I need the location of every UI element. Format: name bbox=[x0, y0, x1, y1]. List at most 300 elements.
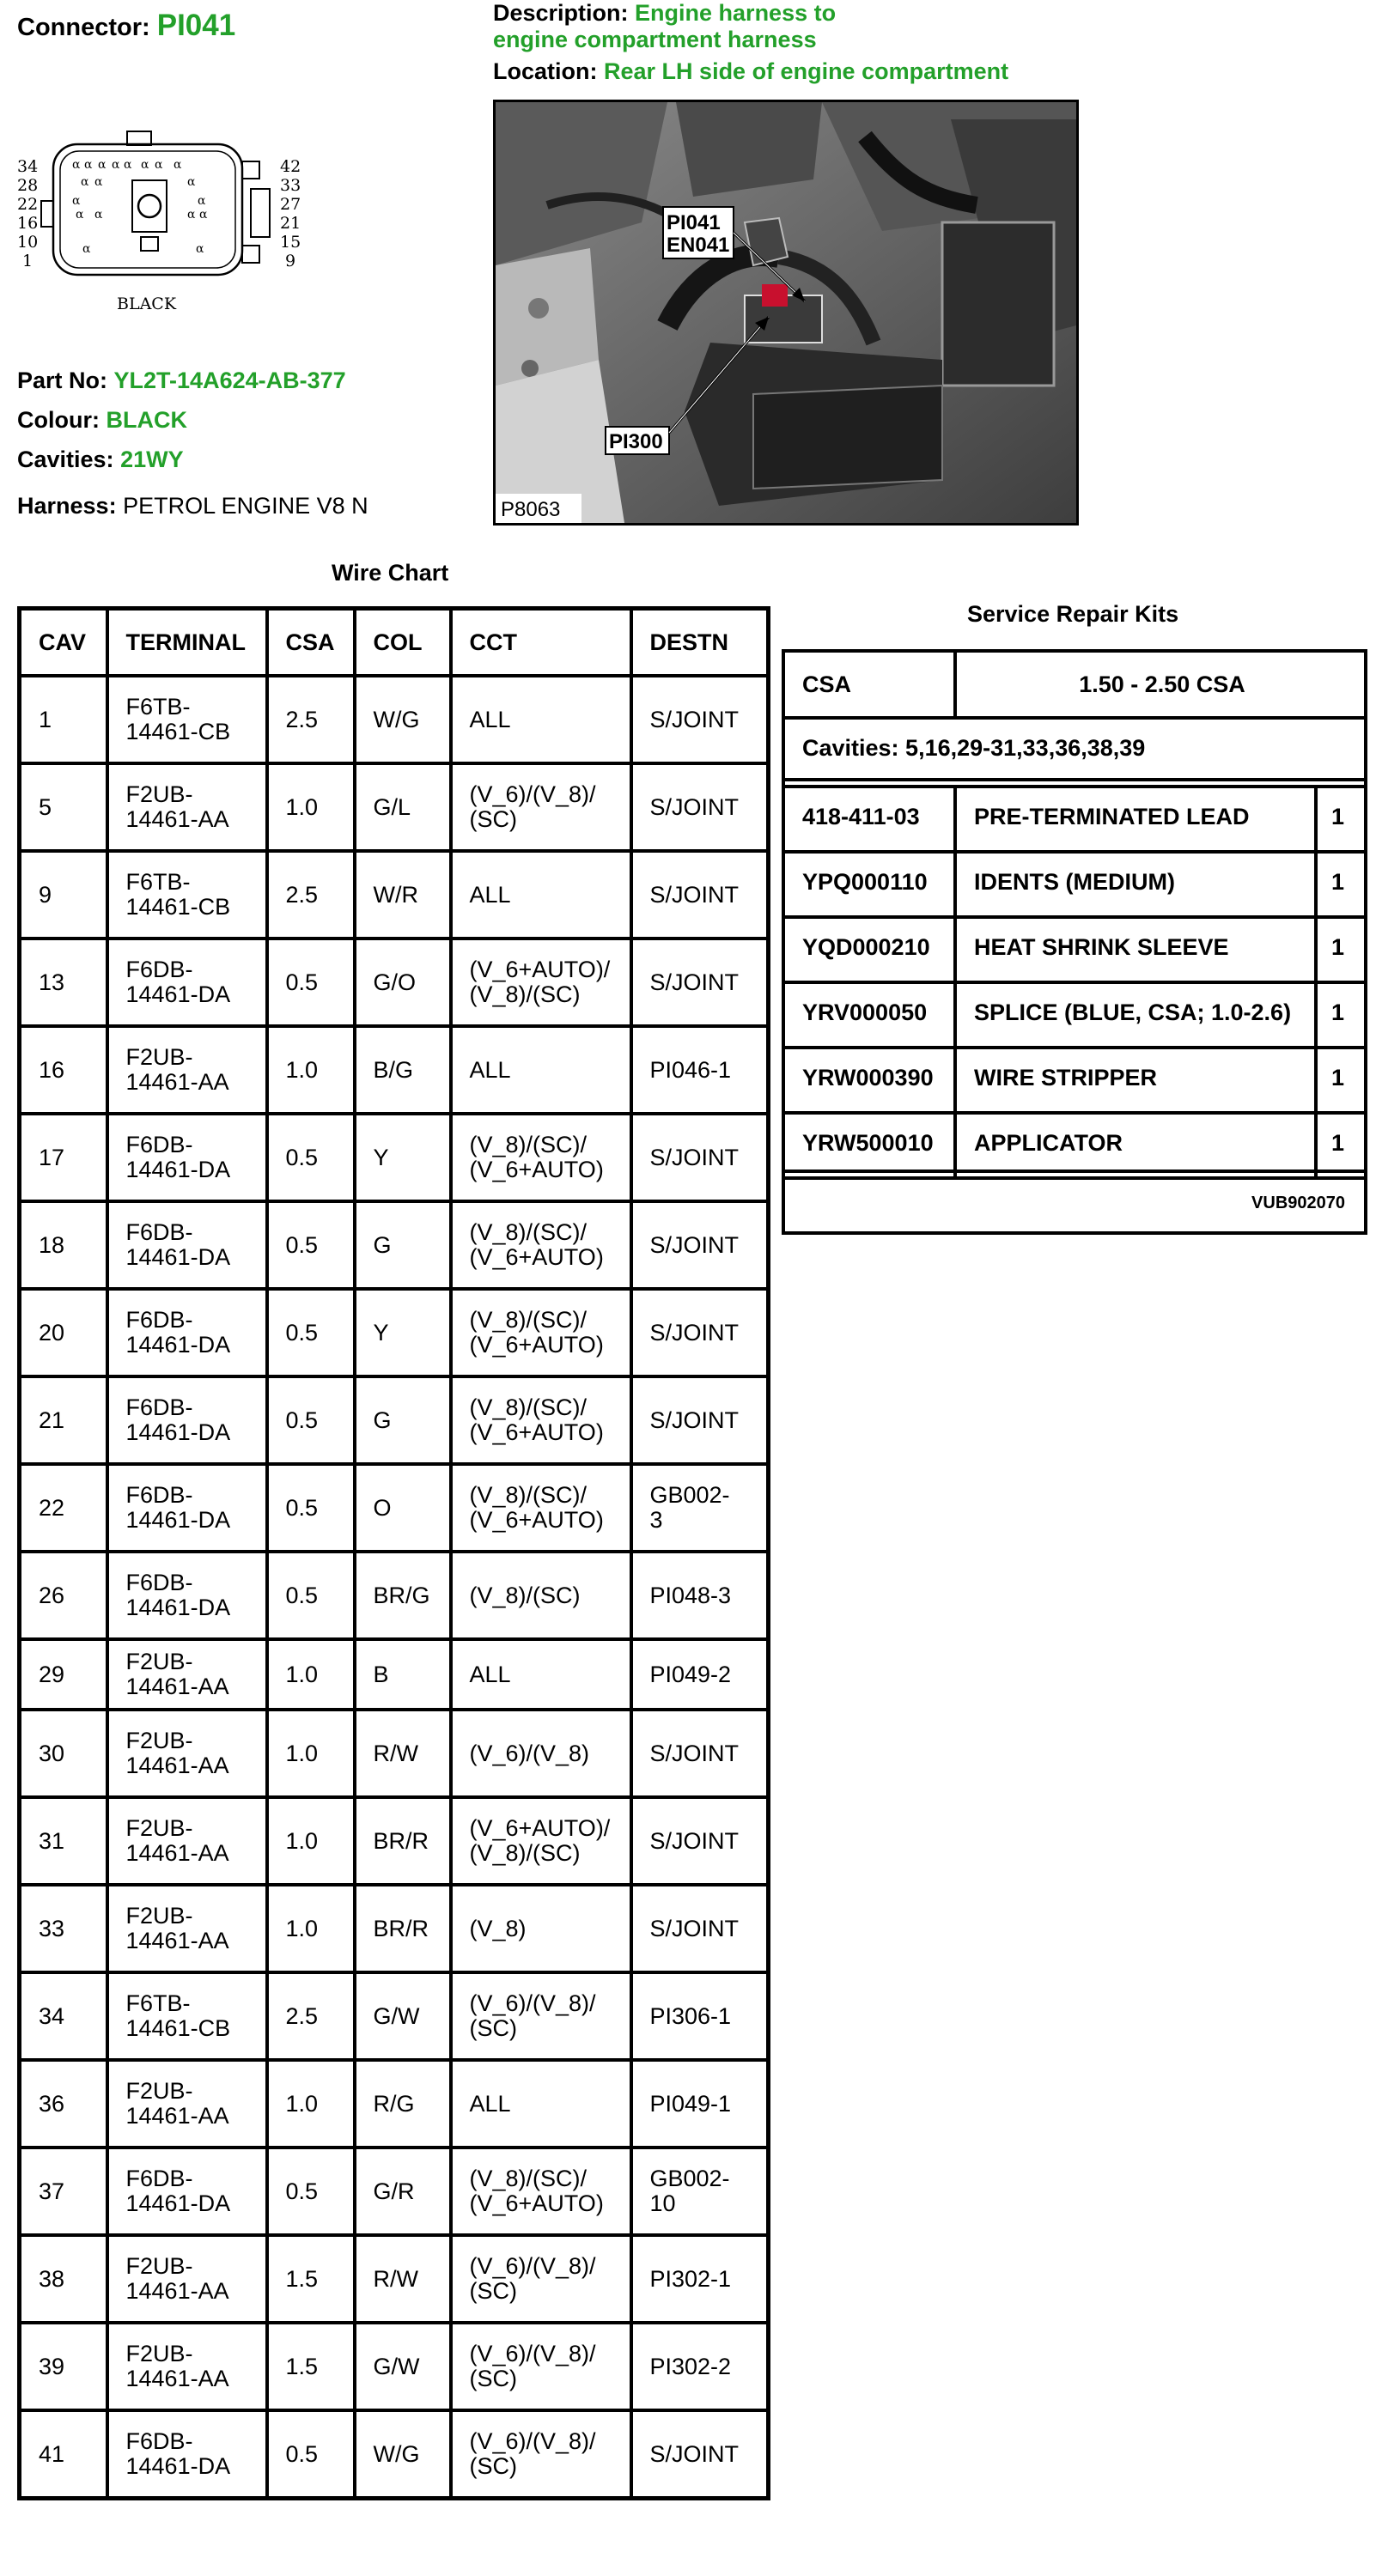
kit-cavities-text: Cavities: 5,16,29-31,33,36,38,39 bbox=[802, 735, 1146, 761]
cell-csa bbox=[267, 851, 355, 939]
cell-destn-text: PI306-1 bbox=[649, 2002, 732, 2029]
cell-destn bbox=[631, 2235, 769, 2323]
wire-chart-header-row bbox=[20, 609, 769, 677]
cell-csa-text: 0.5 bbox=[285, 1494, 319, 1521]
cell-terminal bbox=[107, 2060, 267, 2148]
cell-csa bbox=[267, 939, 355, 1026]
description-block bbox=[493, 0, 836, 53]
part-no-label: Part No: bbox=[17, 368, 108, 393]
kit-item-code: YRV000050 bbox=[802, 999, 928, 1025]
cell-terminal bbox=[107, 763, 267, 851]
pin-number-left: 16 bbox=[17, 214, 39, 233]
cell-cct bbox=[451, 2235, 631, 2323]
cell-cct-text: (V_8) bbox=[469, 1915, 527, 1941]
cell-destn bbox=[631, 1464, 769, 1552]
cell-cav bbox=[20, 2060, 107, 2148]
cell-col-text: B bbox=[373, 1661, 389, 1687]
cell-cct-text: ALL bbox=[469, 2090, 511, 2117]
cell-destn-text: S/JOINT bbox=[649, 881, 740, 908]
cell-cct-text: (SC) bbox=[469, 2278, 517, 2304]
cell-csa-text: 1.0 bbox=[285, 1661, 319, 1687]
cell-destn-text: 3 bbox=[649, 1507, 663, 1533]
cell-terminal bbox=[107, 1797, 267, 1885]
cell-csa bbox=[267, 1885, 355, 1972]
cell-cav bbox=[20, 939, 107, 1026]
cell-cav bbox=[20, 1552, 107, 1639]
cell-destn bbox=[631, 1552, 769, 1639]
description-label: Description: bbox=[493, 0, 629, 26]
cell-col-text: R/W bbox=[373, 2265, 418, 2292]
pin-number-right: 42 bbox=[280, 157, 301, 176]
cell-cav bbox=[20, 1376, 107, 1464]
cell-cav bbox=[20, 1464, 107, 1552]
cell-terminal-text: F2UB- bbox=[125, 2078, 193, 2104]
cell-col-text: G/R bbox=[373, 2178, 415, 2204]
cell-destn bbox=[631, 2323, 769, 2410]
cell-cct-text: (V_6)/(V_8)/ bbox=[469, 2428, 596, 2454]
wire-row bbox=[20, 1201, 769, 1289]
cell-terminal-text: F6DB- bbox=[125, 2428, 193, 2454]
cell-cct bbox=[451, 676, 631, 763]
cell-cav-text: 16 bbox=[39, 1056, 65, 1083]
cell-cav-text: 26 bbox=[39, 1582, 65, 1608]
cell-destn bbox=[631, 939, 769, 1026]
cell-destn-text: PI302-1 bbox=[649, 2265, 732, 2292]
cell-terminal-text: F2UB- bbox=[125, 1649, 193, 1674]
cell-col bbox=[355, 1972, 451, 2060]
cell-destn-text: S/JOINT bbox=[649, 1406, 740, 1433]
cell-cav bbox=[20, 851, 107, 939]
wire-row bbox=[20, 1639, 769, 1710]
pin-number-right: 33 bbox=[280, 176, 301, 195]
cell-csa-text: 1.0 bbox=[285, 1915, 319, 1941]
cell-terminal-text: 14461-AA bbox=[125, 806, 229, 832]
connector-id: PI041 bbox=[156, 9, 236, 42]
column-header-cct: CCT bbox=[451, 609, 631, 677]
cell-cct bbox=[451, 1464, 631, 1552]
cell-terminal-text: F6DB- bbox=[125, 1132, 193, 1157]
kit-item-code: 418-411-03 bbox=[802, 804, 920, 829]
kit-csa-range: 1.50 - 2.50 CSA bbox=[1079, 671, 1245, 697]
kit-item-code: YRW000390 bbox=[802, 1065, 934, 1091]
cell-col-text: W/G bbox=[373, 706, 420, 732]
kit-reference: VUB902070 bbox=[1251, 1194, 1345, 1212]
wire-row bbox=[20, 1885, 769, 1972]
cell-col bbox=[355, 2410, 451, 2499]
cell-csa bbox=[267, 1464, 355, 1552]
connector-heading bbox=[17, 9, 235, 43]
cell-terminal-text: F2UB- bbox=[125, 1728, 193, 1753]
cell-cav-text: 21 bbox=[39, 1406, 65, 1433]
cell-csa-text: 2.5 bbox=[285, 706, 319, 732]
cell-terminal bbox=[107, 1026, 267, 1114]
kit-csa-label: CSA bbox=[802, 671, 852, 697]
wire-chart-body bbox=[20, 676, 769, 2499]
svg-text:α: α bbox=[82, 242, 91, 256]
wire-row bbox=[20, 676, 769, 763]
cell-csa-text: 0.5 bbox=[285, 1406, 319, 1433]
cell-terminal-text: 14461-CB bbox=[125, 2015, 231, 2041]
cell-terminal-text: F6DB- bbox=[125, 1570, 193, 1595]
cell-cav-text: 33 bbox=[39, 1915, 65, 1941]
cell-cav bbox=[20, 1201, 107, 1289]
cell-cav-text: 9 bbox=[39, 881, 52, 908]
cell-terminal-text: 14461-AA bbox=[125, 1753, 229, 1778]
cell-terminal-text: F6DB- bbox=[125, 1307, 193, 1333]
cell-cct-text: (V_6)/(V_8)/ bbox=[469, 781, 596, 807]
photo-callout-en041: EN041 bbox=[667, 234, 730, 257]
column-header-col: COL bbox=[355, 609, 451, 677]
cell-cct-text: (V_6)/(V_8)/ bbox=[469, 2341, 596, 2366]
cell-destn-text: PI302-2 bbox=[649, 2353, 732, 2379]
cell-cct bbox=[451, 1885, 631, 1972]
wire-chart-table bbox=[17, 606, 770, 2500]
cell-cct-text: (V_6+AUTO)/ bbox=[469, 957, 611, 982]
cell-cct bbox=[451, 1552, 631, 1639]
cell-cct bbox=[451, 851, 631, 939]
cell-csa-text: 1.5 bbox=[285, 2353, 319, 2379]
cell-terminal bbox=[107, 1885, 267, 1972]
cell-col bbox=[355, 2235, 451, 2323]
cell-csa-text: 0.5 bbox=[285, 1582, 319, 1608]
wire-row bbox=[20, 1552, 769, 1639]
cell-destn-text: S/JOINT bbox=[649, 969, 740, 995]
kit-item-row bbox=[785, 787, 1364, 852]
cell-terminal bbox=[107, 1289, 267, 1376]
cell-destn bbox=[631, 1201, 769, 1289]
cell-cav-text: 37 bbox=[39, 2178, 65, 2204]
cell-destn-text: GB002- bbox=[649, 1482, 730, 1508]
cell-cct bbox=[451, 763, 631, 851]
cell-terminal bbox=[107, 1201, 267, 1289]
cell-col bbox=[355, 2323, 451, 2410]
cell-terminal-text: 14461-AA bbox=[125, 2103, 229, 2129]
kit-item-description: PRE-TERMINATED LEAD bbox=[974, 804, 1250, 829]
cell-destn bbox=[631, 763, 769, 851]
svg-text:α: α bbox=[112, 158, 120, 172]
cell-col-text: O bbox=[373, 1494, 392, 1521]
svg-text:α: α bbox=[187, 175, 196, 189]
cell-terminal bbox=[107, 939, 267, 1026]
harness-value: PETROL ENGINE V8 N bbox=[123, 493, 368, 519]
wire-chart-title: Wire Chart bbox=[332, 560, 449, 586]
cell-cav bbox=[20, 2148, 107, 2235]
wire-row bbox=[20, 1464, 769, 1552]
cell-col bbox=[355, 851, 451, 939]
cell-terminal bbox=[107, 1639, 267, 1710]
kit-item-row bbox=[785, 1048, 1364, 1113]
cell-cct-text: ALL bbox=[469, 1661, 511, 1687]
cell-cav bbox=[20, 1639, 107, 1710]
cell-csa bbox=[267, 1201, 355, 1289]
wire-row bbox=[20, 763, 769, 851]
kit-item-row bbox=[785, 1113, 1364, 1178]
cell-destn-text: S/JOINT bbox=[649, 1144, 740, 1170]
cell-cct-text: ALL bbox=[469, 706, 511, 732]
cell-col-text: G/W bbox=[373, 2002, 420, 2029]
cell-cct bbox=[451, 1289, 631, 1376]
cavities-row bbox=[17, 440, 368, 479]
cell-destn bbox=[631, 2148, 769, 2235]
cell-terminal bbox=[107, 851, 267, 939]
cell-csa bbox=[267, 763, 355, 851]
cell-cct bbox=[451, 1201, 631, 1289]
cell-col-text: Y bbox=[373, 1319, 389, 1346]
colour-value: BLACK bbox=[106, 407, 187, 433]
cell-cct-text: (V_6)/(V_8)/ bbox=[469, 1990, 596, 2016]
location-value: Rear LH side of engine compartment bbox=[604, 58, 1009, 84]
part-no-row bbox=[17, 361, 368, 400]
colour-label: Colour: bbox=[17, 407, 100, 433]
cell-col bbox=[355, 676, 451, 763]
cell-terminal bbox=[107, 676, 267, 763]
photo-callout-pi300: PI300 bbox=[609, 430, 663, 453]
cell-cct bbox=[451, 2410, 631, 2499]
kit-item-description: HEAT SHRINK SLEEVE bbox=[974, 934, 1229, 960]
wire-row bbox=[20, 1376, 769, 1464]
cell-terminal-text: 14461-DA bbox=[125, 2190, 231, 2216]
cavities-value: 21WY bbox=[120, 447, 184, 472]
photo-callout-pi041: PI041 bbox=[667, 211, 721, 234]
cell-col bbox=[355, 1710, 451, 1797]
svg-text:α: α bbox=[141, 158, 149, 172]
cell-col-text: BR/G bbox=[373, 1582, 430, 1608]
cell-cav bbox=[20, 2410, 107, 2499]
kit-item-qty: 1 bbox=[1331, 869, 1345, 895]
kit-item-row bbox=[785, 852, 1364, 917]
cell-destn bbox=[631, 1972, 769, 2060]
cell-cav-text: 20 bbox=[39, 1319, 65, 1346]
cell-col-text: BR/R bbox=[373, 1915, 429, 1941]
wire-row bbox=[20, 1710, 769, 1797]
cell-cct-text: (V_8)/(SC)/ bbox=[469, 1394, 588, 1420]
cell-terminal-text: F2UB- bbox=[125, 2253, 193, 2279]
cell-cct bbox=[451, 1376, 631, 1464]
cell-cct-text: (SC) bbox=[469, 2015, 517, 2041]
column-header-destn: DESTN bbox=[631, 609, 769, 677]
kit-item-code: YQD000210 bbox=[802, 934, 930, 960]
svg-text:α: α bbox=[81, 175, 89, 189]
cell-terminal-text: 14461-AA bbox=[125, 2366, 229, 2391]
cell-csa-text: 2.5 bbox=[285, 2002, 319, 2029]
harness-row bbox=[17, 486, 368, 526]
cell-terminal-text: F6DB- bbox=[125, 2166, 193, 2191]
svg-text:α: α bbox=[174, 158, 182, 172]
cell-col bbox=[355, 1639, 451, 1710]
colour-row bbox=[17, 400, 368, 440]
cell-col bbox=[355, 763, 451, 851]
cell-col bbox=[355, 1885, 451, 1972]
svg-text:α: α bbox=[76, 208, 84, 222]
svg-text:α: α bbox=[84, 158, 93, 172]
cell-csa bbox=[267, 1797, 355, 1885]
cell-csa bbox=[267, 1114, 355, 1201]
cell-terminal-text: F2UB- bbox=[125, 781, 193, 807]
cell-cav-text: 39 bbox=[39, 2353, 65, 2379]
cell-col-text: W/R bbox=[373, 881, 418, 908]
pin-number-right: 21 bbox=[280, 214, 301, 233]
svg-text:α: α bbox=[196, 242, 204, 256]
kit-item-row bbox=[785, 982, 1364, 1048]
kit-item-description: WIRE STRIPPER bbox=[974, 1065, 1158, 1091]
cell-cct-text: (V_8)/(SC)/ bbox=[469, 1132, 588, 1157]
cell-cct-text: (V_8)/(SC) bbox=[469, 1840, 581, 1866]
cell-csa-text: 1.0 bbox=[285, 793, 319, 820]
cell-cav-text: 18 bbox=[39, 1231, 65, 1258]
pin-number-right: 9 bbox=[285, 252, 296, 270]
column-header-terminal: TERMINAL bbox=[107, 609, 267, 677]
cell-cav bbox=[20, 1972, 107, 2060]
cell-col-text: R/G bbox=[373, 2090, 415, 2117]
cell-cav-text: 36 bbox=[39, 2090, 65, 2117]
column-header-csa: CSA bbox=[267, 609, 355, 677]
location-block bbox=[493, 58, 1008, 85]
cell-cav-text: 17 bbox=[39, 1144, 65, 1170]
wire-row bbox=[20, 2060, 769, 2148]
cell-cct bbox=[451, 1972, 631, 2060]
cell-csa bbox=[267, 2235, 355, 2323]
cell-cct bbox=[451, 2323, 631, 2410]
cell-terminal-text: 14461-DA bbox=[125, 1157, 231, 1182]
cell-csa bbox=[267, 2323, 355, 2410]
cell-cct bbox=[451, 1639, 631, 1710]
cell-terminal-text: 14461-AA bbox=[125, 1928, 229, 1953]
cell-terminal-text: F6TB- bbox=[125, 869, 191, 895]
cell-terminal-text: F6DB- bbox=[125, 957, 193, 982]
wire-row bbox=[20, 1289, 769, 1376]
cell-cct bbox=[451, 2060, 631, 2148]
location-label: Location: bbox=[493, 58, 598, 84]
cell-col bbox=[355, 2148, 451, 2235]
cell-col bbox=[355, 1114, 451, 1201]
cell-csa-text: 1.0 bbox=[285, 1827, 319, 1854]
cell-terminal-text: 14461-DA bbox=[125, 1419, 231, 1445]
svg-text:α: α bbox=[94, 208, 103, 222]
cell-destn bbox=[631, 1026, 769, 1114]
cell-cav bbox=[20, 1797, 107, 1885]
cell-terminal-text: 14461-DA bbox=[125, 2453, 231, 2479]
cell-destn bbox=[631, 1376, 769, 1464]
wire-row bbox=[20, 1972, 769, 2060]
cell-destn-text: S/JOINT bbox=[649, 1740, 740, 1766]
cell-cav bbox=[20, 2235, 107, 2323]
pin-number-left: 22 bbox=[17, 195, 39, 214]
cell-col-text: G bbox=[373, 1231, 392, 1258]
svg-text:α: α bbox=[155, 158, 163, 172]
cell-cav-text: 29 bbox=[39, 1661, 65, 1687]
cell-cct-text: (V_6+AUTO) bbox=[469, 1419, 604, 1445]
photo-id: P8063 bbox=[501, 498, 561, 521]
cell-cav-text: 34 bbox=[39, 2002, 65, 2029]
cell-cav-text: 5 bbox=[39, 793, 52, 820]
cell-cct bbox=[451, 2148, 631, 2235]
cell-cct-text: (V_6+AUTO) bbox=[469, 1157, 604, 1182]
cell-destn-text: S/JOINT bbox=[649, 2440, 740, 2467]
cell-col bbox=[355, 1797, 451, 1885]
kit-item-qty: 1 bbox=[1331, 934, 1345, 960]
service-repair-kits-title: Service Repair Kits bbox=[967, 601, 1179, 627]
cell-terminal-text: F6DB- bbox=[125, 1219, 193, 1245]
cell-terminal-text: 14461-CB bbox=[125, 719, 231, 744]
cell-terminal-text: 14461-DA bbox=[125, 1244, 231, 1270]
cell-terminal-text: F6DB- bbox=[125, 1482, 193, 1508]
cell-destn bbox=[631, 1797, 769, 1885]
cell-csa-text: 1.0 bbox=[285, 1056, 319, 1083]
cell-csa bbox=[267, 2060, 355, 2148]
pin-number-left: 28 bbox=[17, 176, 39, 195]
connector-key bbox=[138, 195, 161, 217]
cell-terminal-text: F6DB- bbox=[125, 1394, 193, 1420]
cell-csa bbox=[267, 1376, 355, 1464]
svg-text:α: α bbox=[124, 158, 132, 172]
cell-cct-text: ALL bbox=[469, 881, 511, 908]
wire-row bbox=[20, 2148, 769, 2235]
cell-terminal-text: 14461-AA bbox=[125, 2278, 229, 2304]
cell-destn-text: S/JOINT bbox=[649, 706, 740, 732]
wire-row bbox=[20, 851, 769, 939]
cell-destn-text: GB002- bbox=[649, 2166, 730, 2191]
cell-destn-text: PI048-3 bbox=[649, 1582, 732, 1608]
cell-csa-text: 1.0 bbox=[285, 1740, 319, 1766]
wire-row bbox=[20, 939, 769, 1026]
cell-terminal-text: 14461-AA bbox=[125, 1674, 229, 1699]
cell-terminal-text: F2UB- bbox=[125, 2341, 193, 2366]
cell-terminal-text: F2UB- bbox=[125, 1903, 193, 1929]
cell-destn-text: S/JOINT bbox=[649, 1231, 740, 1258]
cell-cav-text: 38 bbox=[39, 2265, 65, 2292]
cell-csa-text: 0.5 bbox=[285, 1231, 319, 1258]
svg-text:α: α bbox=[98, 158, 107, 172]
cell-csa-text: 0.5 bbox=[285, 2178, 319, 2204]
cell-terminal-text: F2UB- bbox=[125, 1044, 193, 1070]
cell-cav-text: 22 bbox=[39, 1494, 65, 1521]
cell-csa bbox=[267, 2410, 355, 2499]
kit-item-qty: 1 bbox=[1331, 1065, 1345, 1091]
cell-destn bbox=[631, 676, 769, 763]
kit-item-qty: 1 bbox=[1331, 804, 1345, 829]
cell-csa bbox=[267, 2148, 355, 2235]
cell-cav-text: 31 bbox=[39, 1827, 65, 1854]
cell-cav bbox=[20, 1289, 107, 1376]
cell-destn-text: S/JOINT bbox=[649, 793, 740, 820]
cell-cav bbox=[20, 1114, 107, 1201]
cell-cct-text: ALL bbox=[469, 1056, 511, 1083]
cell-terminal-text: F2UB- bbox=[125, 1815, 193, 1841]
column-header-cav: CAV bbox=[20, 609, 107, 677]
cell-col-text: B/G bbox=[373, 1056, 414, 1083]
cell-cct-text: (SC) bbox=[469, 806, 517, 832]
kit-item-row bbox=[785, 917, 1364, 982]
cell-col bbox=[355, 1464, 451, 1552]
harness-label: Harness: bbox=[17, 493, 117, 519]
cell-cct-text: (SC) bbox=[469, 2366, 517, 2391]
kit-item-description: APPLICATOR bbox=[974, 1130, 1123, 1156]
cell-terminal-text: 14461-DA bbox=[125, 981, 231, 1007]
cell-col bbox=[355, 939, 451, 1026]
cell-cct bbox=[451, 1114, 631, 1201]
cell-cav bbox=[20, 676, 107, 763]
wire-row bbox=[20, 2410, 769, 2499]
cell-terminal-text: 14461-CB bbox=[125, 894, 231, 920]
cell-cct-text: (V_6+AUTO) bbox=[469, 1244, 604, 1270]
cell-destn bbox=[631, 1639, 769, 1710]
kit-item-qty: 1 bbox=[1331, 1130, 1345, 1156]
cell-cct-text: (V_8)/(SC) bbox=[469, 981, 581, 1007]
cell-destn-text: 10 bbox=[649, 2190, 676, 2216]
connector-colour-caption: BLACK bbox=[117, 295, 177, 313]
cell-col-text: Y bbox=[373, 1144, 389, 1170]
cell-csa-text: 0.5 bbox=[285, 969, 319, 995]
